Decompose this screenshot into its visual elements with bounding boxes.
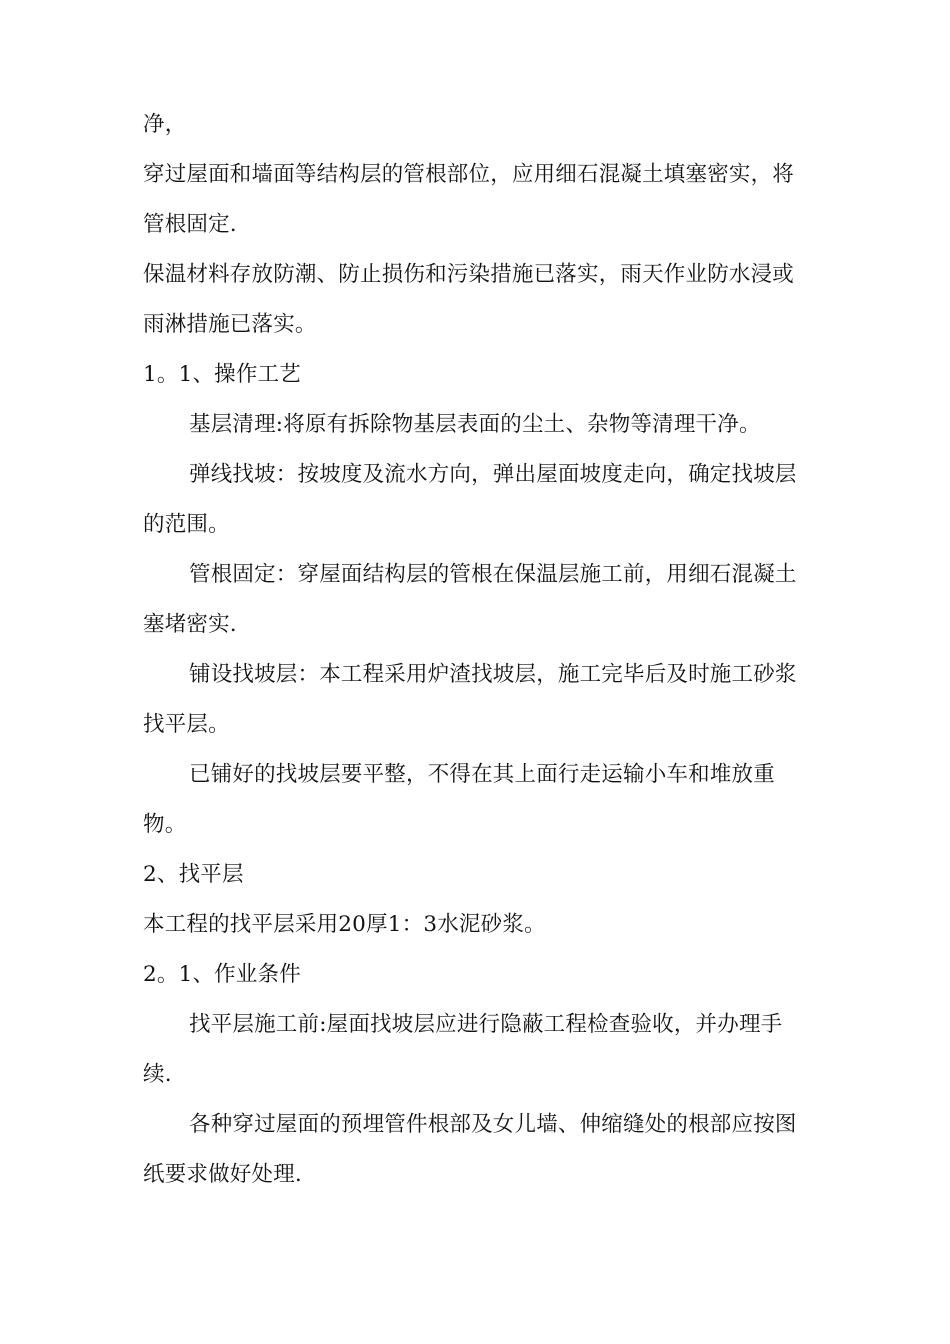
paragraph-line: 铺设找坡层：本工程采用炉渣找坡层，施工完毕后及时施工砂浆 (189, 662, 797, 687)
paragraph-line: 物。 (143, 812, 187, 837)
paragraph-line: 塞堵密实. (143, 612, 237, 637)
paragraph-line: 找平层。 (143, 712, 230, 737)
section-heading: 2、找平层 (143, 862, 244, 887)
document-body (143, 100, 823, 1200)
paragraph-line: 的范围。 (143, 512, 230, 537)
paragraph-line: 续. (143, 1062, 172, 1087)
paragraph-line: 净， (143, 112, 187, 137)
paragraph-line: 弹线找坡：按坡度及流水方向，弹出屋面坡度走向，确定找坡层 (189, 462, 797, 487)
paragraph-line: 纸要求做好处理. (143, 1162, 302, 1187)
paragraph-line: 管根固定. (143, 212, 237, 237)
section-heading: 1。1、操作工艺 (143, 362, 301, 387)
paragraph-line: 基层清理:将原有拆除物基层表面的尘土、杂物等清理干净。 (189, 412, 761, 437)
paragraph-line: 管根固定：穿屋面结构层的管根在保温层施工前，用细石混凝土 (189, 562, 797, 587)
paragraph-line: 已铺好的找坡层要平整，不得在其上面行走运输小车和堆放重 (189, 762, 775, 787)
paragraph-line: 本工程的找平层采用20厚1：3水泥砂浆。 (143, 912, 546, 937)
paragraph-line: 各种穿过屋面的预埋管件根部及女儿墙、伸缩缝处的根部应按图 (189, 1112, 797, 1137)
paragraph-line: 找平层施工前:屋面找坡层应进行隐蔽工程检查验收，并办理手 (189, 1012, 783, 1037)
paragraph-line: 穿过屋面和墙面等结构层的管根部位，应用细石混凝土填塞密实，将 (143, 162, 795, 187)
paragraph-line: 雨淋措施已落实。 (143, 312, 317, 337)
paragraph-line: 保温材料存放防潮、防止损伤和污染措施已落实，雨天作业防水浸或 (143, 262, 795, 287)
section-heading: 2。1、作业条件 (143, 962, 301, 987)
